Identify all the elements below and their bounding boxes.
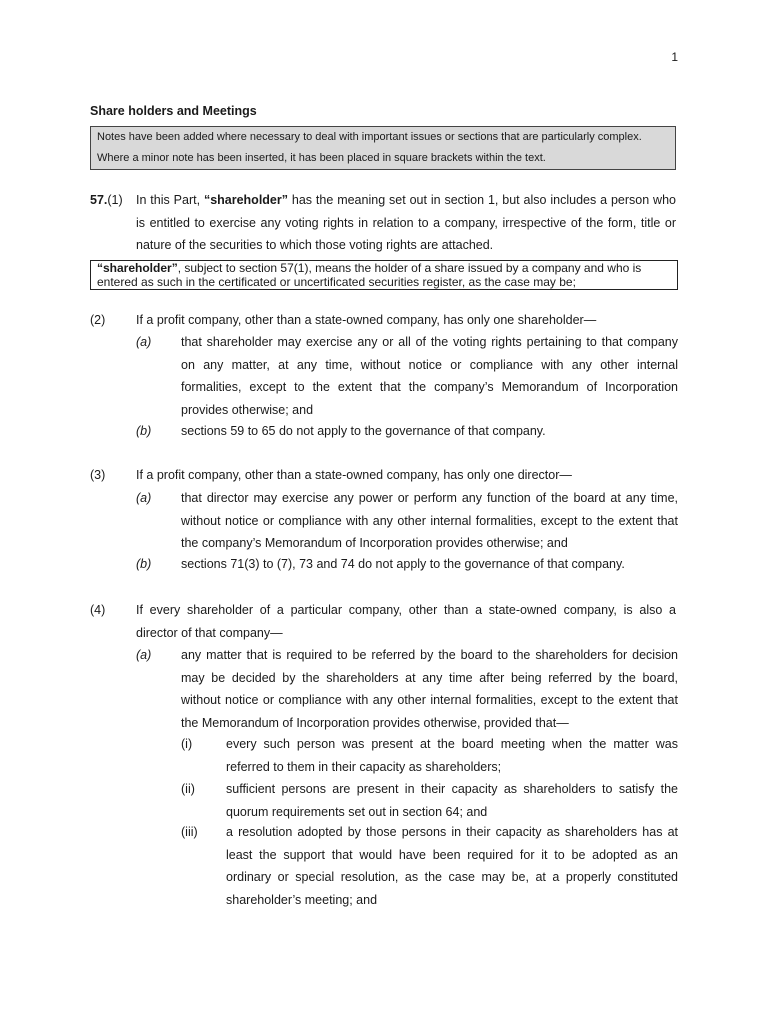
section-heading: Share holders and Meetings	[90, 104, 257, 118]
text-run: , subject to section 57(1), means the holder of a share issued by a company and who is	[177, 261, 642, 275]
page-number: 1	[671, 50, 678, 64]
subparagraph-text	[226, 778, 678, 823]
text-line: that shareholder may exercise any or all of the voting rights pertaining to that company	[181, 335, 678, 349]
text-line: shareholder’s meeting; and	[226, 892, 378, 907]
paragraph-label: (a)	[136, 648, 152, 662]
paragraph-text	[181, 420, 678, 443]
subparagraph-label: (i)	[181, 737, 193, 751]
definition-line-1	[97, 261, 671, 275]
text-line: any matter that is required to be referred by the board to the shareholders for decision	[181, 648, 678, 662]
section-57-1-text	[136, 189, 676, 257]
subsection-3-a	[136, 487, 678, 555]
paragraph-label: (a)	[136, 491, 152, 505]
defined-term: “shareholder”	[97, 261, 178, 275]
editorial-note-box	[90, 126, 676, 170]
subparagraph-label: (iii)	[181, 825, 198, 839]
subsection-2-intro	[136, 309, 676, 332]
paragraph-label: (b)	[136, 424, 152, 438]
subparagraph-text	[226, 821, 678, 911]
defined-term: “shareholder”	[203, 193, 288, 207]
text-run: has the meaning set out in section 1, but also includes a person who	[288, 193, 676, 207]
subsection-4-intro	[136, 599, 676, 644]
paragraph-label: (a)	[136, 335, 152, 349]
text-line: nature of the securities to which those voting rights are attached.	[136, 238, 494, 252]
text-line: that director may exercise any power or perform any function of the board at any time,	[181, 491, 678, 505]
paragraph-text	[181, 331, 678, 421]
text-line: a resolution adopted by those persons in their capacity as shareholders has at	[226, 825, 678, 839]
paragraph-text	[181, 553, 678, 576]
subsection-2-a	[136, 331, 678, 421]
subparagraph-label: (ii)	[181, 782, 195, 796]
text-line: formalities, except to the extent that the company’s Memorandum of Incorporation	[181, 380, 678, 394]
subsection-number: (2)	[90, 313, 106, 327]
text-line: ordinary or special resolution, as the case may be, at a properly constituted	[226, 870, 678, 884]
text-line: every such person was present at the board meeting when the matter was	[226, 737, 678, 751]
text-line: If a profit company, other than a state-owned company, has only one shareholder—	[136, 313, 597, 327]
note-line-2: Where a minor note has been inserted, it has been placed in square brackets within the text.	[97, 152, 546, 164]
subsection-number: (1)	[107, 193, 123, 207]
paragraph-label: (b)	[136, 557, 152, 571]
text-line: If a profit company, other than a state-owned company, has only one director—	[136, 468, 572, 482]
text-line: is entitled to exercise any voting rights in relation to a company, irrespective of the form, title or	[136, 215, 676, 230]
text-line: without notice or compliance with any other internal formalities, except to the extent that	[181, 693, 678, 707]
text-line: the Memorandum of Incorporation provides otherwise, provided that—	[181, 715, 569, 730]
subsection-4-a-i	[181, 733, 678, 778]
subsection-3-b	[136, 553, 678, 575]
subsection-3-intro	[136, 464, 676, 487]
definition-box	[90, 260, 678, 290]
subsection-4-a	[136, 644, 678, 734]
text-line: may be decided by the shareholders at any time after being referred by the board,	[181, 670, 678, 685]
subsection-4-a-ii	[181, 778, 678, 823]
paragraph-text	[181, 644, 678, 734]
text-line: If every shareholder of a particular company, other than a state-owned company, is also a	[136, 603, 676, 617]
text-line: referred to them in their capacity as shareholders;	[226, 759, 502, 774]
subsection-4-a-iii	[181, 821, 678, 911]
text-line: sufficient persons are present in their capacity as shareholders to satisfy the	[226, 782, 678, 796]
section-number	[90, 189, 123, 212]
text-run: In this Part,	[136, 193, 204, 207]
subsection-2	[90, 309, 678, 331]
text-line: least the support that would have been required for it to be adopted as an	[226, 847, 678, 862]
subparagraph-text	[226, 733, 678, 778]
subsection-2-b	[136, 420, 678, 442]
subsection-4	[90, 599, 678, 644]
text-line	[136, 189, 676, 212]
section-57-1	[90, 189, 678, 259]
text-line: on any matter, at any time, without notice or compliance with any other internal	[181, 357, 678, 372]
note-line-1: Notes have been added where necessary to deal with important issues or sections that are particularly complex.	[97, 131, 642, 143]
section-number-bold: 57.	[90, 193, 108, 207]
text-line: the company’s Memorandum of Incorporation provides otherwise; and	[181, 536, 568, 550]
subsection-number: (4)	[90, 603, 106, 617]
subsection-number: (3)	[90, 468, 106, 482]
text-line: quorum requirements set out in section 64; and	[226, 804, 488, 819]
definition-line-2: entered as such in the certificated or uncertificated securities register, as the case may be;	[97, 275, 576, 289]
text-line: without notice or compliance with any other internal formalities, except to the extent that	[181, 513, 678, 528]
text-line: sections 71(3) to (7), 73 and 74 do not apply to the governance of that company.	[181, 557, 625, 571]
text-line: provides otherwise; and	[181, 402, 314, 417]
text-line: director of that company—	[136, 625, 283, 640]
text-line: sections 59 to 65 do not apply to the governance of that company.	[181, 424, 546, 438]
paragraph-text	[181, 487, 678, 555]
subsection-3	[90, 464, 678, 486]
